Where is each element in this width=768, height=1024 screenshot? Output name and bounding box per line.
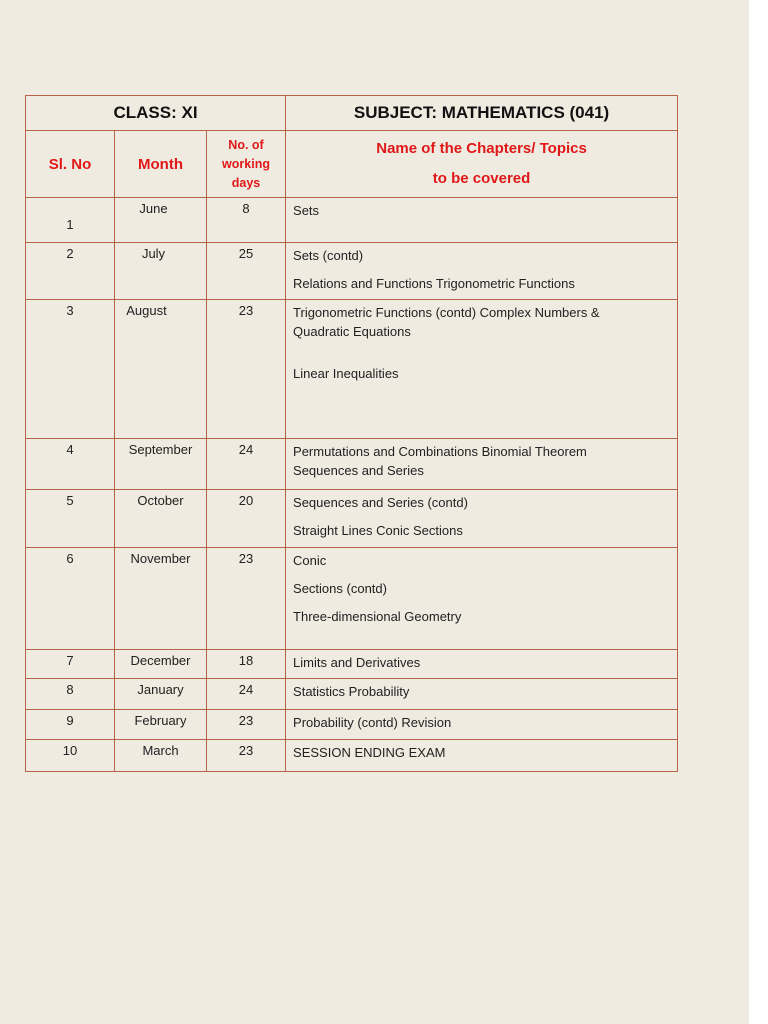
header-topics: Name of the Chapters/ Topics to be covered [286, 131, 678, 198]
header-month: Month [115, 131, 207, 198]
header-slno: Sl. No [26, 131, 115, 198]
table-row: 5 October 20 Sequences and Series (contd) Straight Lines Conic Sections [26, 490, 678, 548]
table-row: 7 December 18 Limits and Derivatives [26, 650, 678, 679]
table-row: 2 July 25 Sets (contd) Relations and Functions Trigonometric Functions [26, 243, 678, 300]
syllabus-table [25, 95, 678, 772]
table-row: 1 June 8 Sets [26, 198, 678, 243]
table-row: 8 January 24 Statistics Probability [26, 679, 678, 710]
header-working-days: No. of working days [207, 131, 286, 198]
table-row: 3 August 23 Trigonometric Functions (contd) Complex Numbers & Quadratic Equations Linear Inequalities [26, 300, 678, 439]
subject-title: SUBJECT: MATHEMATICS (041) [286, 96, 678, 131]
table-row: 9 February 23 Probability (contd) Revision [26, 710, 678, 740]
table-row: 6 November 23 Conic Sections (contd) Three-dimensional Geometry [26, 548, 678, 650]
class-title: CLASS: XI [26, 96, 286, 131]
table-row: 4 September 24 Permutations and Combinations Binomial Theorem Sequences and Series [26, 439, 678, 490]
table-row: 10 March 23 SESSION ENDING EXAM [26, 740, 678, 772]
